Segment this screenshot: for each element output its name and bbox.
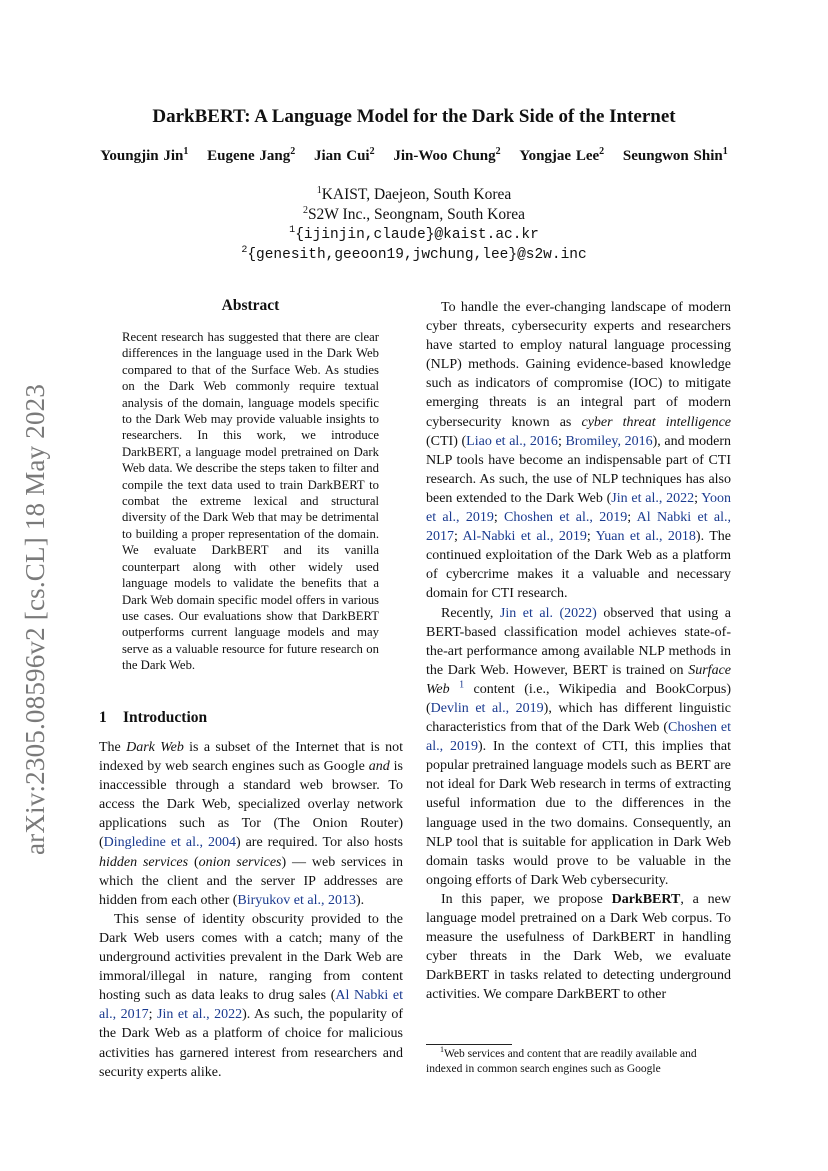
arxiv-identifier: arXiv:2305.08596v2 [cs.CL] 18 May 2023 bbox=[20, 383, 50, 855]
affiliation: $^2$S2W Inc., Seongnam, South Korea bbox=[302, 204, 526, 223]
author: Jin-Woo Chung$^2$ bbox=[393, 146, 501, 164]
abstract-text: Recent research has suggested that there are clear differences in the language used in the Dark Web compared to that of the Surface Web. As studies on the Dark Web commonly require textual analysis of the domain, language models specific to the Dark Web may provide valuable insights to researchers. In this work, we introduce DarkBERT, a language model pretrained on Dark Web data. We describe the steps taken to filter and compile the text data used to train DarkBERT to combat the extreme lexical and structural diversity of the Dark Web that may be detrimental to building a proper representation of the domain. We evaluate DarkBERT and its vanilla counterpart along with other widely used language models to validate the benefits that a Dark Web domain specific model offers in various use cases. Our evaluations show that DarkBERT outperforms current language models and may serve as a valuable resource for future research on the Dark Web. bbox=[122, 330, 379, 673]
affiliation: $^1$KAIST, Daejeon, South Korea bbox=[316, 184, 512, 203]
citation-link[interactable]: Yuan et al., 2018 bbox=[595, 529, 696, 545]
citation-link[interactable]: Jin et al. (2022) bbox=[499, 605, 597, 621]
author: Jian Cui$^2$ bbox=[314, 146, 375, 164]
citation-link[interactable]: Devlin et al., 2019 bbox=[430, 700, 544, 716]
citation-link[interactable]: Al Nabki et al., 2017 bbox=[426, 510, 731, 545]
footnote-marker[interactable]: 1 bbox=[459, 679, 465, 691]
citation-link[interactable]: Bromiley, 2016 bbox=[565, 433, 653, 449]
citation-link[interactable]: Choshen et al., 2019 bbox=[504, 510, 628, 526]
citation-link[interactable]: Jin et al., 2022 bbox=[611, 490, 695, 506]
author: Yongjae Lee$^2$ bbox=[519, 146, 605, 164]
paragraph: This sense of identity obscurity provided to the Dark Web users comes with a catch; many of the underground activities prevalent in the Dark Web are immoral/illegal in nature, ranging from content hosting such as data leaks to drug sales (Al Nabki et al., 2017; Jin et al., 2022). As such, the popularity of the Dark Web as a platform of choice for malicious activities has garnered interest from researchers and security experts alike. bbox=[99, 911, 404, 1080]
section-heading: 1 Introduction bbox=[99, 709, 208, 726]
author-list bbox=[0, 148, 828, 165]
footnote-rule bbox=[426, 1044, 512, 1045]
right-column-body bbox=[426, 298, 731, 1004]
paragraph: To handle the ever-changing landscape of modern cyber threats, cybersecurity experts and researchers have started to employ natural language processing (NLP) methods. Gaining evidence-based knowledge such as indicators of compromise (IOC) to mitigate emerging threats is an integral part of modern cybersecurity known as cyber threat intelligence (CTI) (Liao et al., 2016; Bromiley, 2016), and modern NLP tools have become an indispensable part of CTI research. As such, the use of NLP techniques has also been extended to the Dark Web (Jin et al., 2022; Yoon et al., 2019; Choshen et al., 2019; Al Nabki et al., 2017; Al-Nabki et al., 2019; Yuan et al., 2018). The continued exploitation of the Dark Web as a platform of cybercrime makes it a valuable and necessary domain for CTI research. bbox=[426, 300, 731, 602]
left-column-body bbox=[99, 738, 403, 1082]
paragraph: The Dark Web is a subset of the Internet that is not indexed by web search engines such as Google and is inaccessible through a standard web browser. To access the Dark Web, specialized overlay network applications such as Tor (The Onion Router) (Dingledine et al., 2004) are required. Tor also hosts hidden services (onion services) — web services in which the client and the server IP addresses are hidden from each other (Biryukov et al., 2013). bbox=[99, 740, 404, 908]
citation-link[interactable]: Al-Nabki et al., 2019 bbox=[462, 529, 587, 545]
paragraph: Recently, Jin et al. (2022) observed that using a BERT-based classification model achieves state-of-the-art performance among available NLP methods in the Dark Web. However, BERT is trained on Surface Web $^1$ content (i.e., Wikipedia and BookCorpus) (Devlin et al., 2019), which has different linguistic characteristics from that of the Dark Web (Choshen et al., 2019). In the context of CTI, this implies that popular pretrained language models such as BERT are not ideal for Dark Web research in terms of extracting useful information due to the differences in the language used in the two domains. Consequently, an NLP tool that is suitable for application in Dark Web domain tasks would prove to be valuable in the ongoing efforts of Dark Web cybersecurity. bbox=[426, 605, 732, 888]
citation-link[interactable]: Al Nabki et al., 2017 bbox=[99, 988, 403, 1023]
author: Youngjin Jin$^1$ bbox=[100, 146, 189, 164]
citation-link[interactable]: Yoon et al., 2019 bbox=[426, 490, 731, 526]
citation-link[interactable]: Biryukov et al., 2013 bbox=[237, 892, 356, 908]
citation-link[interactable]: Dingledine et al., 2004 bbox=[103, 835, 236, 851]
citation-link[interactable]: Liao et al., 2016 bbox=[466, 433, 558, 449]
citation-link[interactable]: Choshen et al., 2019 bbox=[426, 720, 731, 755]
author: Seungwon Shin$^1$ bbox=[622, 146, 728, 164]
abstract-heading: Abstract bbox=[221, 297, 280, 314]
email: $^2${genesith,geeoon19,jwchung,lee}@s2w.inc bbox=[241, 245, 587, 263]
citation-link[interactable]: Jin et al., 2022 bbox=[157, 1007, 243, 1023]
footnote: $^1$Web services and content that are readily available and indexed in common search engines such as Google bbox=[426, 1045, 697, 1075]
author: Eugene Jang$^2$ bbox=[207, 146, 296, 164]
email: $^1${ijinjin,claude}@kaist.ac.kr bbox=[289, 225, 539, 243]
paper-title: DarkBERT: A Language Model for the Dark Side of the Internet bbox=[152, 106, 676, 127]
paragraph: In this paper, we propose DarkBERT, a new language model pretrained on a Dark Web corpus. To measure the usefulness of DarkBERT in handling cyber threats in the Dark Web, we evaluate DarkBERT in tasks related to detecting underground activities. We compare DarkBERT to other bbox=[426, 891, 731, 1003]
